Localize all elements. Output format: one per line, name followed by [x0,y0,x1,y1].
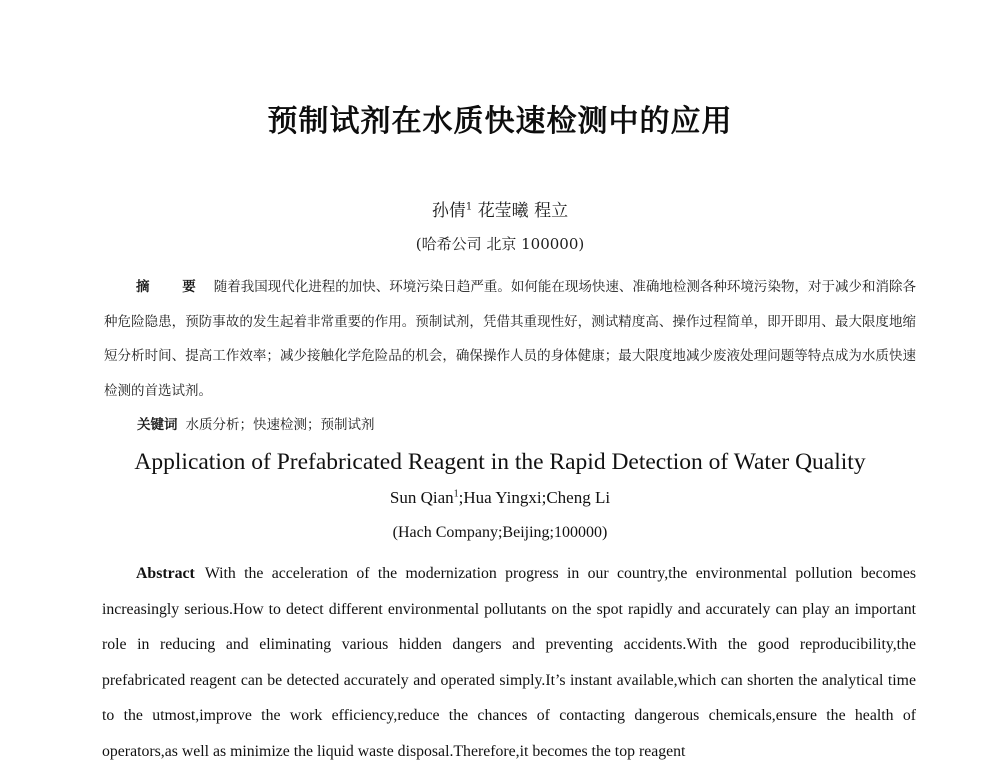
chinese-abstract [104,270,916,408]
english-affiliation: (Hach Company;Beijing;100000) [392,524,608,541]
english-author-rest: ;Hua Yingxi;Cheng Li [458,488,611,507]
chinese-abstract-label: 摘 要 [136,279,210,295]
chinese-keywords-text: 水质分析；快速检测；预制试剂 [185,417,375,433]
chinese-keywords-label: 关键词 [137,417,178,433]
chinese-author-superscript: 1 [465,201,473,213]
chinese-affiliation: (哈希公司 北京 100000) [415,235,585,253]
english-abstract [102,556,916,764]
chinese-keywords [137,413,375,433]
chinese-authors [0,196,1000,221]
english-abstract-label: Abstract [136,565,195,582]
chinese-author-first: 孙倩 [431,201,466,221]
chinese-title: 预制试剂在水质快速检测中的应用 [267,104,733,139]
chinese-abstract-text: 随着我国现代化进程的加快、环境污染日趋严重。如何能在现场快速、准确地检测各种环境污染物，对于减少和消除各种危险隐患，预防事故的发生起着非常重要的作用。预制试剂，凭借其重现性好，测试精度高、操作过程简单，即开即用、最大限度地缩短分析时间、提高工作效率；减少接触化学危险品的机会，确保操作人员的身体健康；最大限度地减少废液处理问题等特点成为水质快速检测的首选试剂。 [104,279,916,399]
english-author-first: Sun Qian [389,488,454,507]
english-author-superscript: 1 [453,488,459,500]
english-title: Application of Prefabricated Reagent in the Rapid Detection of Water Quality [134,449,866,475]
english-authors [0,488,1000,508]
chinese-author-rest: 花莹曦 程立 [477,201,569,221]
english-abstract-text: With the acceleration of the modernization progress in our country,the environmental pollution becomes increasingly serious.How to detect different environmental pollutants on the spot rapidly and accurately can play an important role in reducing and eliminating various hidden dangers and preventing accidents.With the good reproducibility,the prefabricated reagent can be detected accurately and operated simply.It’s instant available,which can shorten the analytical time to the utmost,improve the work efficiency,reduce the chances of contacting dangerous chemicals,ensure the health of operators,as well as minimize the liquid waste disposal.Therefore,it becomes the top reagent [102,565,916,760]
